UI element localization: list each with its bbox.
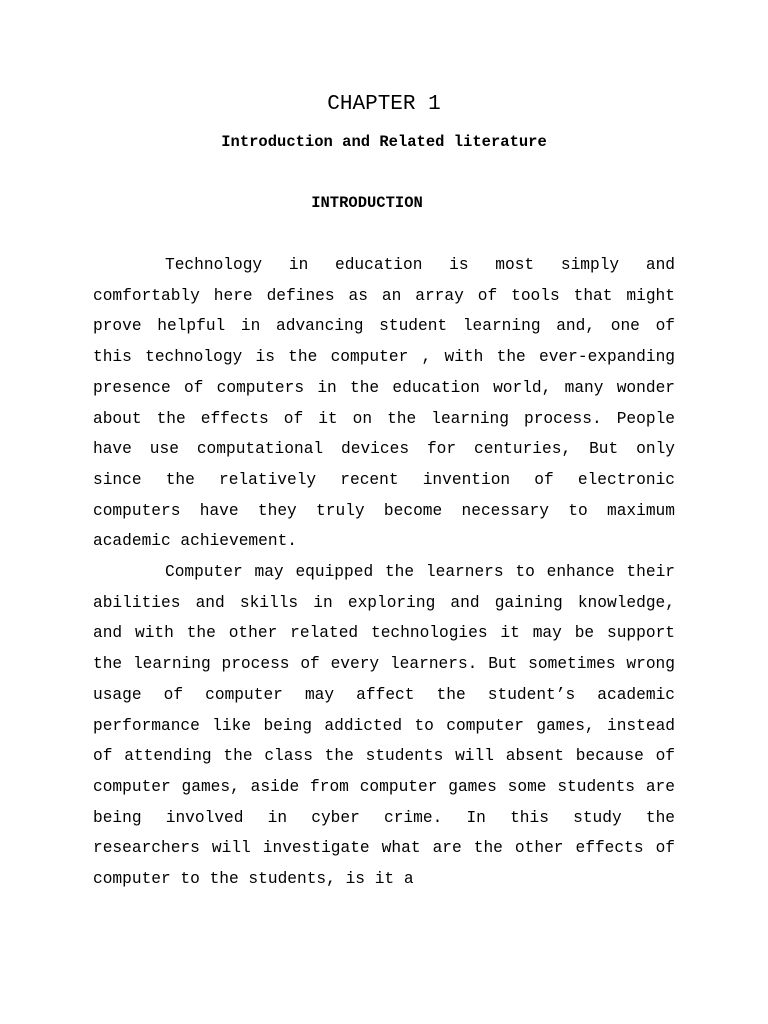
chapter-subtitle: Introduction and Related literature xyxy=(221,133,547,151)
paragraph-2: Computer may equipped the learners to enhance their abilities and skills in exploring and gaining knowledge, and with the other related technologies it may be support the learning process of every learners. But sometimes wrong usage of computer may affect the student’s academic performance like being addicted to computer games, instead of attending the class the students will absent because of computer games, aside from computer games some students are being involved in cyber crime. In this study the researchers will investigate what are the other effects of computer to the students, is it a xyxy=(93,563,675,889)
section-heading: INTRODUCTION xyxy=(311,194,423,212)
chapter-title: CHAPTER 1 xyxy=(327,93,441,116)
paragraph-1: Technology in education is most simply and comfortably here defines as an array of tools that might prove helpful in advancing student learning and, one of this technology is the computer , with the ever-expanding presence of computers in the education world, many wonder about the effects of it on the learning process. People have use computational devices for centuries, But only since the relatively recent invention of electronic computers have they truly become necessary to maximum academic achievement. xyxy=(93,256,675,551)
body-text xyxy=(93,250,675,895)
